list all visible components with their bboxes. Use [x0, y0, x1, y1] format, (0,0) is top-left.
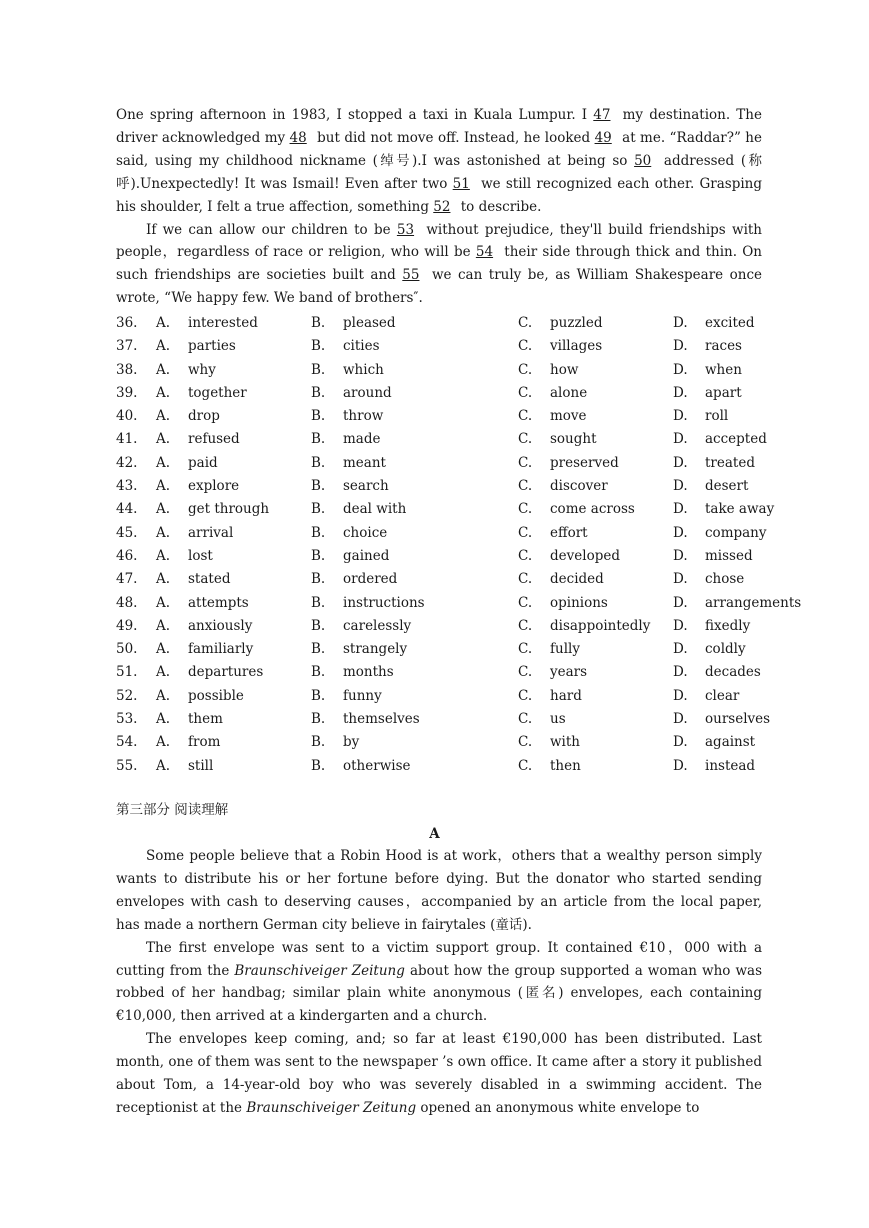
option-label-b: B. — [311, 384, 326, 401]
text-run: their side through thick and thin. On such friendships are societies built and — [116, 244, 762, 284]
option-a: them — [188, 711, 223, 728]
option-label-a: A. — [156, 454, 171, 471]
text-run: to describe. — [456, 198, 542, 215]
option-a: stated — [188, 571, 231, 588]
option-c: move — [550, 408, 587, 425]
text-run: my destination. The driver acknowledged my — [116, 107, 762, 146]
option-label-d: D. — [673, 734, 688, 751]
option-b: funny — [343, 687, 382, 704]
option-a: departures — [188, 664, 264, 681]
question-number: 40. — [116, 408, 138, 425]
option-b: choice — [343, 524, 388, 541]
option-label-a: A. — [156, 408, 171, 425]
option-a: get through — [188, 501, 270, 518]
blank-number: 54 — [475, 244, 494, 261]
option-c: preserved — [550, 454, 619, 471]
option-label-a: A. — [156, 338, 171, 355]
text-run: If we can allow our children to be — [146, 221, 397, 238]
text-run: addressed (称呼).Unexpectedly! It was Ismail! Even after two — [116, 152, 762, 192]
question-number: 39. — [116, 384, 138, 401]
option-label-c: C. — [518, 757, 533, 774]
question-number: 45. — [116, 524, 138, 541]
option-a: drop — [188, 408, 220, 425]
option-label-c: C. — [518, 594, 533, 611]
option-label-b: B. — [311, 757, 326, 774]
option-label-d: D. — [673, 617, 688, 634]
option-label-a: A. — [156, 711, 171, 728]
option-b: themselves — [343, 711, 420, 728]
question-number: 46. — [116, 547, 138, 564]
option-label-c: C. — [518, 524, 533, 541]
option-label-c: C. — [518, 687, 533, 704]
option-row — [116, 568, 816, 591]
option-b: which — [343, 361, 384, 378]
option-label-d: D. — [673, 711, 688, 728]
blank-number: 47 — [593, 107, 611, 123]
option-row — [116, 452, 816, 475]
option-label-d: D. — [673, 571, 688, 588]
question-number: 51. — [116, 664, 138, 681]
question-number: 52. — [116, 687, 138, 704]
question-number: 42. — [116, 454, 138, 471]
option-c: opinions — [550, 594, 608, 611]
option-label-c: C. — [518, 641, 533, 658]
blank-number: 48 — [289, 129, 307, 146]
option-label-d: D. — [673, 431, 688, 448]
option-b: made — [343, 431, 381, 448]
option-d: chose — [705, 571, 745, 588]
option-row — [116, 638, 816, 661]
option-c: how — [550, 361, 579, 378]
text-run: at me. “Raddar?” he said, using my childhood nickname (绰号).I was astonished at being so — [116, 129, 762, 169]
option-label-a: A. — [156, 384, 171, 401]
option-c: fully — [550, 641, 580, 658]
option-label-d: D. — [673, 594, 688, 611]
option-label-c: C. — [518, 571, 533, 588]
option-a: parties — [188, 338, 236, 355]
option-label-d: D. — [673, 408, 688, 425]
text-run: about how the group supported a woman who was robbed of her handbag; similar plain white anonymous (匿名) envelopes, each containing €10,000, then arrived at a kindergarten and a church. — [116, 962, 763, 1025]
option-label-b: B. — [311, 687, 326, 704]
option-label-b: B. — [311, 617, 326, 634]
text-run: we still recognized each other. Grasping his shoulder, I felt a true affection, something — [116, 175, 762, 215]
option-c: then — [550, 757, 581, 774]
blank-number: 51 — [452, 175, 470, 192]
option-a: paid — [188, 454, 218, 471]
question-number: 50. — [116, 641, 138, 658]
question-number: 55. — [116, 757, 138, 774]
text-run: The first envelope was sent to a victim support group. It contained €10，000 with a cutting from the — [116, 939, 762, 979]
option-label-a: A. — [156, 664, 171, 681]
question-number: 37. — [116, 338, 138, 355]
option-b: around — [343, 384, 392, 401]
option-row — [116, 731, 816, 754]
option-row — [116, 475, 816, 498]
option-c: years — [550, 664, 588, 681]
option-label-c: C. — [518, 711, 533, 728]
option-label-c: C. — [518, 478, 533, 495]
option-a: still — [188, 757, 214, 774]
option-a: possible — [188, 687, 244, 704]
option-label-b: B. — [311, 734, 326, 751]
option-label-a: A. — [156, 547, 171, 564]
option-label-d: D. — [673, 687, 688, 704]
option-row — [116, 405, 816, 428]
option-label-b: B. — [311, 361, 326, 378]
option-label-d: D. — [673, 547, 688, 564]
option-row — [116, 685, 816, 708]
text-run: without prejudice, they'll build friendships with people，regardless of race or religion, who will be — [116, 221, 763, 261]
reading-paragraph-2 — [116, 937, 762, 1029]
option-b: throw — [343, 408, 384, 425]
question-number: 43. — [116, 478, 138, 495]
blank-number: 52 — [433, 198, 451, 215]
option-a: interested — [188, 315, 258, 331]
option-a: together — [188, 384, 247, 401]
option-c: hard — [550, 687, 582, 704]
question-number: 48. — [116, 594, 138, 611]
option-c: come across — [550, 501, 635, 518]
blank-number: 55 — [402, 267, 420, 284]
option-label-c: C. — [518, 617, 533, 634]
option-c: disappointedly — [550, 617, 651, 634]
option-b: carelessly — [343, 617, 412, 634]
option-d: apart — [705, 384, 742, 401]
option-d: excited — [705, 315, 755, 331]
option-d: clear — [705, 687, 740, 704]
option-row — [116, 592, 816, 615]
option-d: coldly — [705, 641, 746, 658]
option-label-d: D. — [673, 384, 688, 401]
question-number: 36. — [116, 315, 138, 331]
cloze-options-list — [116, 312, 816, 778]
option-label-d: D. — [673, 501, 688, 518]
option-c: decided — [550, 571, 604, 588]
option-label-c: C. — [518, 734, 533, 751]
question-number: 38. — [116, 361, 138, 378]
option-b: instructions — [343, 594, 425, 611]
option-label-b: B. — [311, 711, 326, 728]
option-a: arrival — [188, 524, 234, 541]
option-b: search — [343, 478, 389, 495]
option-label-a: A. — [156, 617, 171, 634]
option-row — [116, 498, 816, 521]
option-d: fixedly — [705, 617, 751, 634]
option-row — [116, 312, 816, 335]
option-label-c: C. — [518, 338, 533, 355]
option-label-a: A. — [156, 478, 171, 495]
option-a: lost — [188, 547, 213, 564]
option-b: deal with — [343, 501, 407, 518]
option-b: strangely — [343, 641, 408, 658]
option-label-a: A. — [156, 431, 171, 448]
option-b: meant — [343, 454, 386, 471]
option-label-c: C. — [518, 431, 533, 448]
option-label-d: D. — [673, 454, 688, 471]
option-label-b: B. — [311, 431, 326, 448]
option-c: effort — [550, 524, 588, 541]
newspaper-name: Braunschiveiger Zeitung — [234, 962, 405, 979]
option-d: take away — [705, 501, 775, 518]
option-label-a: A. — [156, 315, 171, 331]
option-d: arrangements — [705, 594, 802, 611]
option-d: company — [705, 524, 767, 541]
option-label-c: C. — [518, 315, 533, 331]
option-c: with — [550, 734, 580, 751]
option-d: treated — [705, 454, 755, 471]
option-label-d: D. — [673, 478, 688, 495]
text-run: One spring afternoon in 1983, I stopped a taxi in Kuala Lumpur. I — [116, 107, 594, 123]
text-run: Some people believe that a Robin Hood is at work，others that a wealthy person simply wants to distribute his or her fortune before dying. But the donator who started sending envelopes with cash to deserving causes，accompanied by an article from the local paper, has made a northern German city believe in fairytales (童话). — [116, 848, 762, 933]
option-b: gained — [343, 547, 390, 564]
option-row — [116, 661, 816, 684]
text-run: opened an anonymous white envelope to — [416, 1099, 700, 1116]
option-b: by — [343, 734, 360, 751]
option-label-c: C. — [518, 408, 533, 425]
option-d: races — [705, 338, 742, 355]
option-a: from — [188, 734, 221, 751]
option-label-a: A. — [156, 641, 171, 658]
option-b: cities — [343, 338, 380, 355]
blank-number: 49 — [594, 129, 612, 146]
question-number: 49. — [116, 617, 138, 634]
option-row — [116, 615, 816, 638]
option-label-a: A. — [156, 757, 171, 774]
cloze-passage — [116, 104, 762, 310]
option-a: why — [188, 361, 216, 378]
option-label-c: C. — [518, 664, 533, 681]
option-b: months — [343, 664, 394, 681]
option-label-d: D. — [673, 338, 688, 355]
option-b: ordered — [343, 571, 398, 588]
option-d: when — [705, 361, 742, 378]
option-label-c: C. — [518, 384, 533, 401]
blank-number: 50 — [634, 152, 652, 169]
option-label-d: D. — [673, 757, 688, 774]
option-d: ourselves — [705, 711, 771, 728]
text-run: but did not move off. Instead, he looked — [312, 129, 595, 146]
option-b: otherwise — [343, 757, 411, 774]
option-label-b: B. — [311, 594, 326, 611]
option-row — [116, 755, 816, 778]
option-label-a: A. — [156, 687, 171, 704]
question-number: 53. — [116, 711, 138, 728]
option-label-b: B. — [311, 524, 326, 541]
option-d: instead — [705, 757, 756, 774]
option-d: desert — [705, 478, 749, 495]
option-label-b: B. — [311, 315, 326, 331]
option-label-c: C. — [518, 361, 533, 378]
option-a: anxiously — [188, 617, 253, 634]
option-a: familiarly — [188, 641, 254, 658]
blank-number: 53 — [396, 221, 415, 238]
option-a: explore — [188, 478, 240, 495]
option-d: against — [705, 734, 756, 751]
cloze-paragraph-2 — [116, 219, 762, 311]
option-label-b: B. — [311, 641, 326, 658]
option-label-b: B. — [311, 547, 326, 564]
option-label-b: B. — [311, 501, 326, 518]
option-label-d: D. — [673, 664, 688, 681]
option-row — [116, 359, 816, 382]
option-row — [116, 545, 816, 568]
option-label-d: D. — [673, 524, 688, 541]
option-label-a: A. — [156, 734, 171, 751]
option-d: roll — [705, 408, 729, 425]
option-c: villages — [550, 338, 603, 355]
option-d: missed — [705, 547, 753, 564]
option-row — [116, 335, 816, 358]
option-a: refused — [188, 431, 240, 448]
option-label-a: A. — [156, 361, 171, 378]
option-c: discover — [550, 478, 608, 495]
option-label-a: A. — [156, 501, 171, 518]
option-label-d: D. — [673, 641, 688, 658]
question-number: 47. — [116, 571, 138, 588]
option-a: attempts — [188, 594, 249, 611]
option-label-b: B. — [311, 338, 326, 355]
option-label-a: A. — [156, 524, 171, 541]
question-number: 41. — [116, 431, 138, 448]
option-d: decades — [705, 664, 761, 681]
text-run: we can truly be, as William Shakespeare once wrote, “We happy few. We band of brothers″. — [116, 267, 762, 307]
option-c: developed — [550, 547, 620, 564]
passage-letter: A — [429, 826, 440, 842]
option-label-b: B. — [311, 664, 326, 681]
option-label-a: A. — [156, 571, 171, 588]
option-label-c: C. — [518, 547, 533, 564]
text-run: The envelopes keep coming, and; so far at least €190,000 has been distributed. Last month, one of them was sent to the newspaper ’s own office. It came after a story it published about Tom, a 14-year-old boy who was severely disabled in a swimming accident. The receptionist at the — [116, 1031, 762, 1116]
option-row — [116, 382, 816, 405]
option-label-b: B. — [311, 478, 326, 495]
option-row — [116, 708, 816, 731]
question-number: 44. — [116, 501, 138, 518]
reading-paragraph-1 — [116, 845, 762, 937]
option-row — [116, 428, 816, 451]
question-number: 54. — [116, 734, 138, 751]
option-b: pleased — [343, 315, 396, 331]
option-c: alone — [550, 384, 588, 401]
option-label-a: A. — [156, 594, 171, 611]
section-title: 第三部分 阅读理解 — [116, 802, 229, 818]
option-c: us — [550, 711, 566, 728]
option-label-b: B. — [311, 454, 326, 471]
option-label-c: C. — [518, 454, 533, 471]
option-label-d: D. — [673, 361, 688, 378]
option-d: accepted — [705, 431, 767, 448]
option-label-c: C. — [518, 501, 533, 518]
newspaper-name: Braunschiveiger Zeitung — [246, 1099, 417, 1116]
reading-passage — [116, 845, 762, 1120]
option-label-d: D. — [673, 315, 688, 331]
cloze-paragraph-1 — [116, 104, 762, 219]
option-label-b: B. — [311, 408, 326, 425]
option-row — [116, 522, 816, 545]
reading-paragraph-3 — [116, 1028, 762, 1120]
option-label-b: B. — [311, 571, 326, 588]
option-c: puzzled — [550, 315, 603, 331]
option-c: sought — [550, 431, 597, 448]
